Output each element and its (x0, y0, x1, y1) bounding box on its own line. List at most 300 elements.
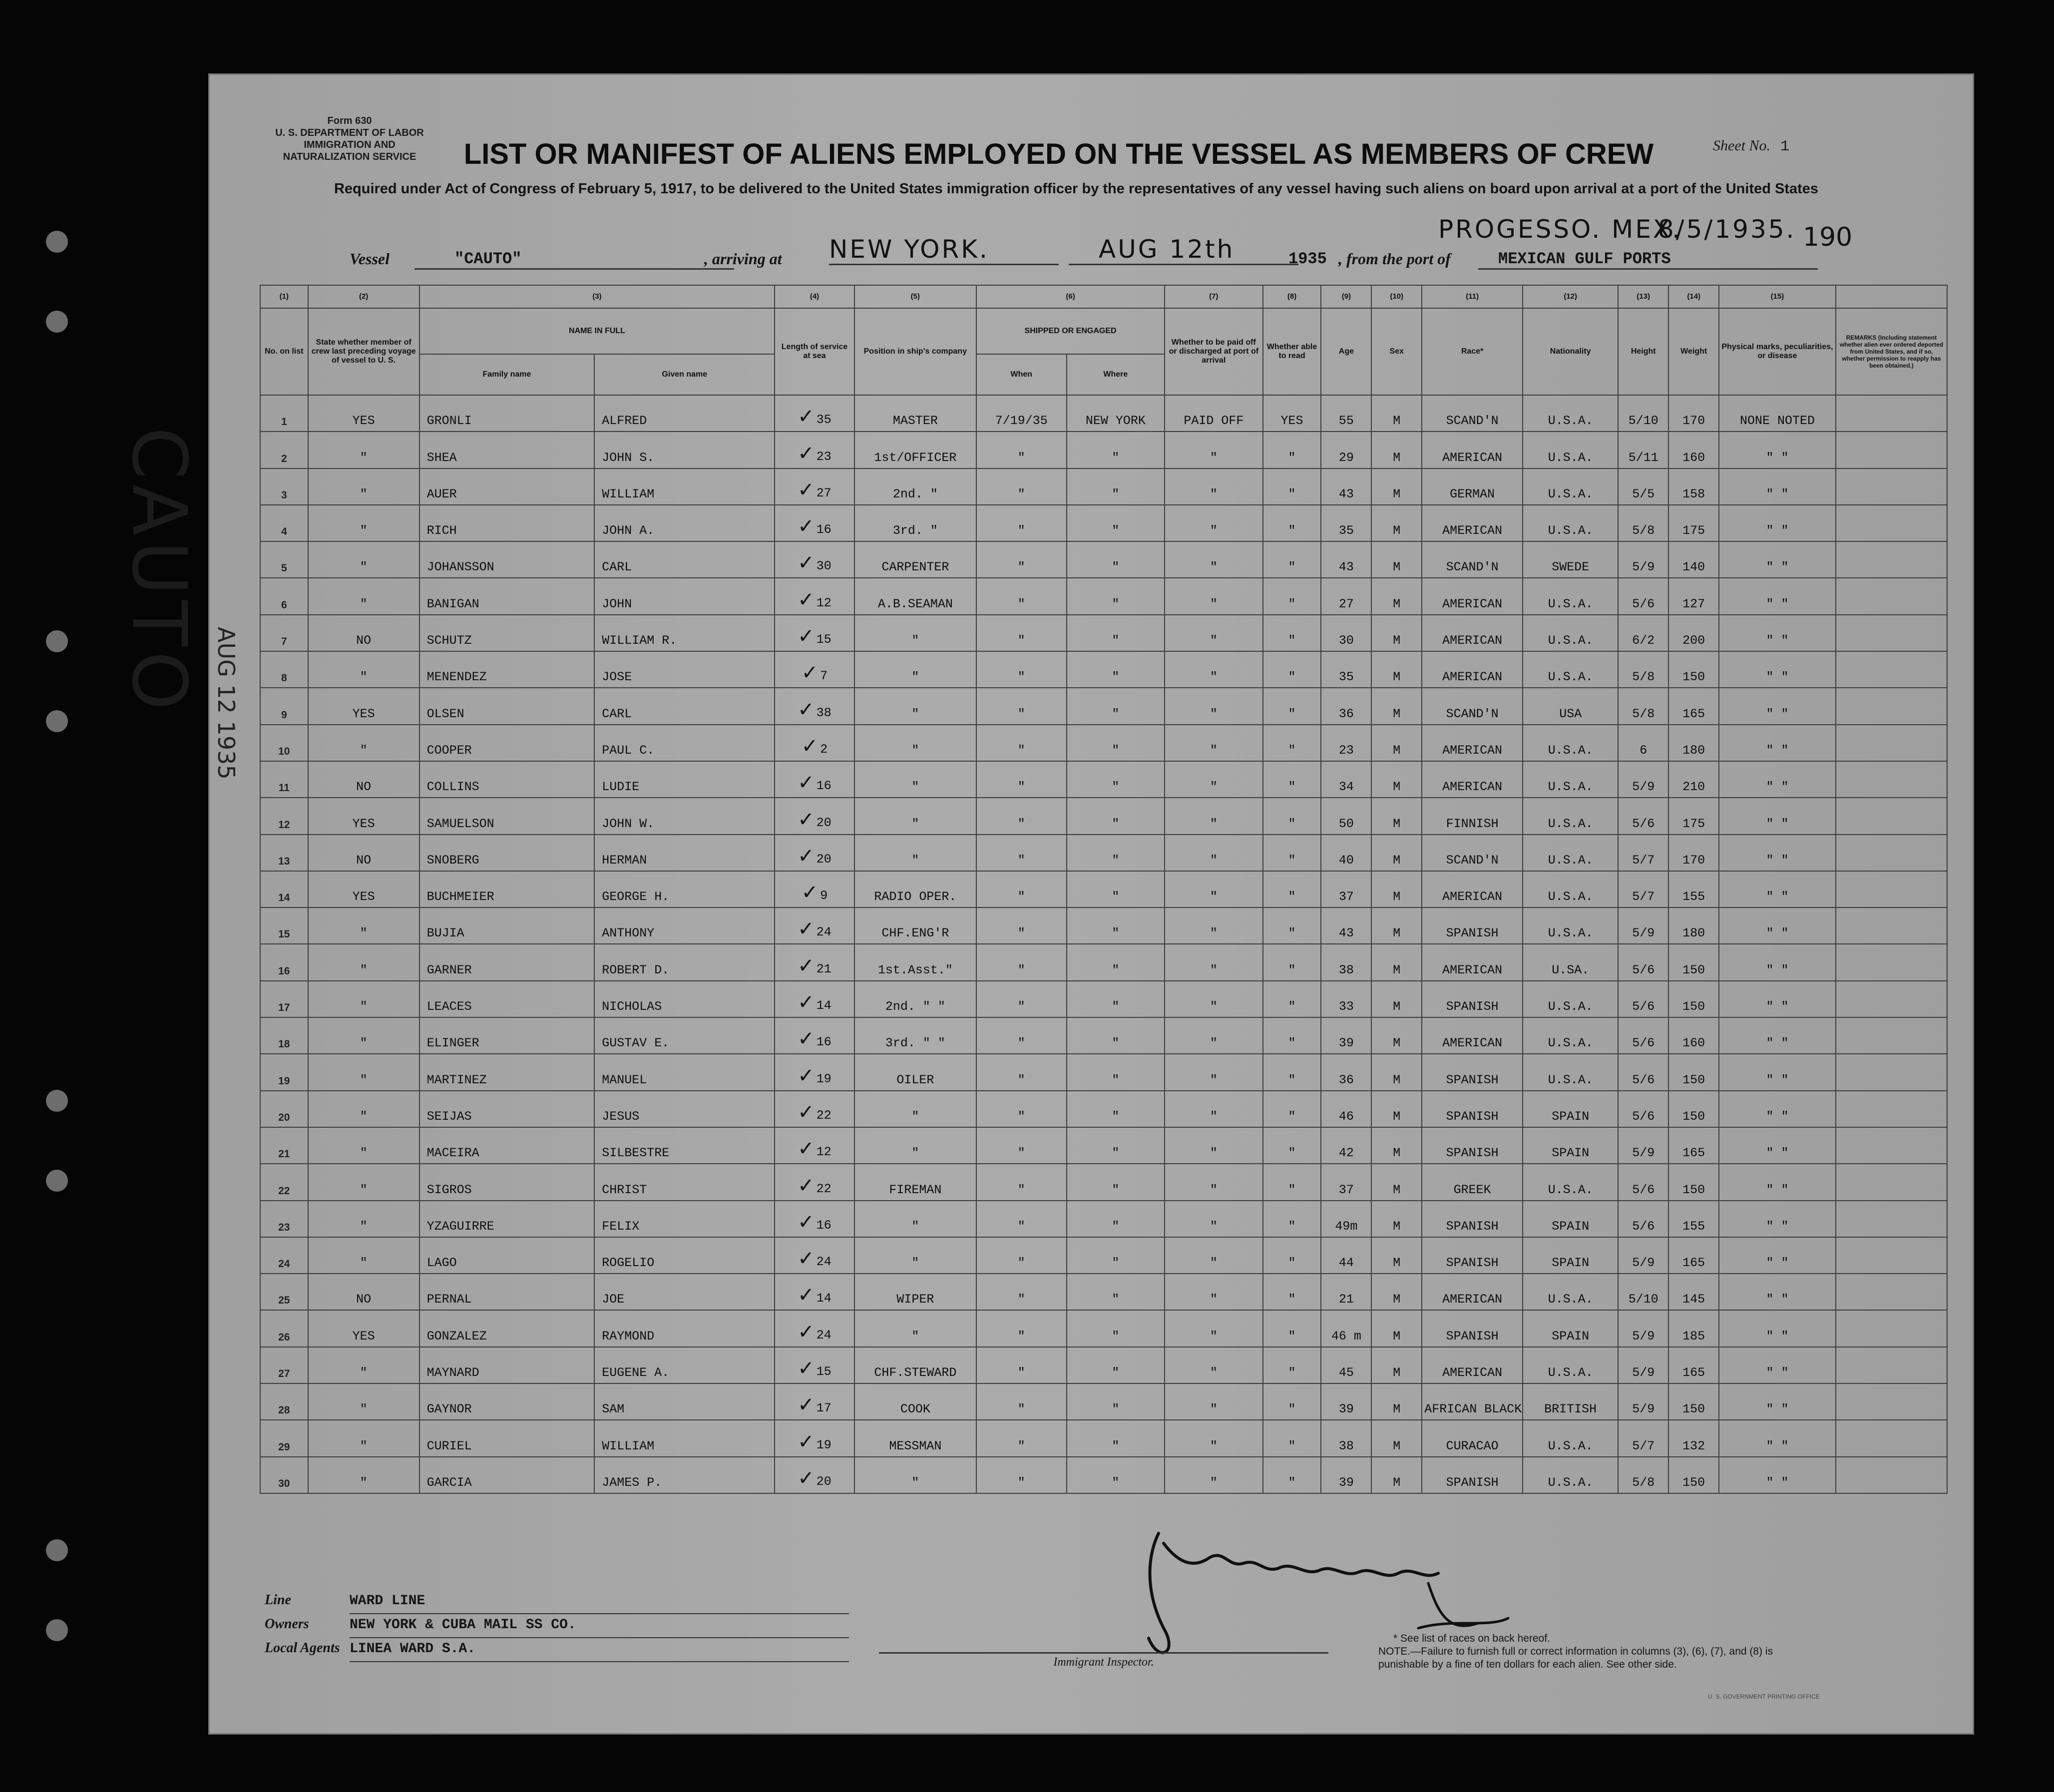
header-age: Age (1321, 308, 1371, 395)
sheet-number-label: Sheet No. (1713, 137, 1770, 154)
nationality-cell: SPAIN (1523, 1127, 1618, 1164)
header-position: Position in ship's company (854, 308, 976, 395)
checkmark-icon: ✓ (801, 661, 819, 685)
age-cell: 30 (1321, 615, 1371, 651)
row-number-cell: 25 (260, 1274, 308, 1310)
shipped-where-cell: " (1067, 1054, 1165, 1090)
nationality-cell: U.S.A. (1523, 468, 1618, 505)
sheet-count: 190 (1803, 222, 1853, 252)
row-number-cell: 23 (260, 1201, 308, 1237)
table-row (260, 468, 1947, 505)
table-row (260, 1310, 1947, 1346)
position-cell: 1st/OFFICER (854, 432, 976, 468)
checkmark-icon: ✓ (798, 991, 815, 1014)
shipped-where-cell: " (1067, 871, 1165, 907)
service-value: 2 (820, 742, 828, 757)
physical-marks-cell: " " (1719, 1274, 1836, 1310)
race-cell: AMERICAN (1422, 871, 1523, 907)
family-name-cell: LEACES (419, 981, 595, 1017)
height-cell: 5/6 (1618, 578, 1668, 614)
position-cell: MASTER (854, 395, 976, 432)
col-num (1836, 285, 1947, 308)
shipped-where-cell: " (1067, 1164, 1165, 1200)
checkmark-icon: ✓ (798, 771, 815, 795)
table-row (260, 761, 1947, 798)
shipped-when-cell: " (976, 1091, 1067, 1127)
shipped-when-cell: " (976, 1420, 1067, 1456)
shipped-when-cell: " (976, 1127, 1067, 1164)
owners-value: NEW YORK & CUBA MAIL SS CO. (350, 1613, 849, 1638)
shipped-when-cell: " (976, 907, 1067, 944)
shipped-where-cell: " (1067, 761, 1165, 798)
age-cell: 42 (1321, 1127, 1371, 1164)
checkmark-icon: ✓ (798, 588, 815, 611)
given-name-cell: JOE (594, 1274, 775, 1310)
table-row (260, 1237, 1947, 1274)
remarks-cell (1836, 761, 1947, 798)
service-value: 20 (816, 815, 831, 830)
nationality-cell: SWEDE (1523, 541, 1618, 578)
physical-marks-cell: " " (1719, 468, 1836, 505)
race-cell: SPANISH (1422, 981, 1523, 1017)
height-cell: 5/6 (1618, 1017, 1668, 1054)
age-cell: 21 (1321, 1274, 1371, 1310)
crew-last-voyage-cell: " (308, 468, 419, 505)
race-cell: AMERICAN (1422, 505, 1523, 541)
row-number-cell: 29 (260, 1420, 308, 1456)
shipped-when-cell: " (976, 432, 1067, 468)
nationality-cell: U.S.A. (1523, 578, 1618, 614)
sheet-number (1713, 137, 1789, 155)
crew-last-voyage-cell: NO (308, 615, 419, 651)
header-row (260, 308, 1947, 354)
table-row (260, 725, 1947, 761)
checkmark-icon: ✓ (798, 1393, 815, 1417)
shipped-where-cell: " (1067, 432, 1165, 468)
weight-cell: 132 (1668, 1420, 1719, 1456)
row-number-cell: 9 (260, 688, 308, 724)
row-number-cell: 7 (260, 615, 308, 651)
age-cell: 45 (1321, 1347, 1371, 1383)
header-when: When (976, 354, 1067, 395)
position-cell: 2nd. " " (854, 981, 976, 1017)
height-cell: 5/6 (1618, 798, 1668, 834)
checkmark-icon: ✓ (798, 1174, 815, 1197)
remarks-cell (1836, 907, 1947, 944)
nationality-cell: U.S.A. (1523, 651, 1618, 688)
service-value: 19 (816, 1437, 831, 1452)
checkmark-icon: ✓ (798, 625, 815, 648)
weight-cell: 127 (1668, 578, 1719, 614)
given-name-cell: CARL (594, 541, 775, 578)
length-of-service-cell (775, 1457, 854, 1493)
from-port: MEXICAN GULF PORTS (1478, 250, 1818, 270)
shipped-when-cell: " (976, 1237, 1067, 1274)
remarks-cell (1836, 871, 1947, 907)
footer-line-row (265, 1588, 1313, 1612)
service-value: 19 (816, 1071, 831, 1086)
header-remarks: REMARKS (Including statement whether alien ever ordered deported from United States, and if so, whether permission to reapply has been obtained.) (1836, 308, 1947, 395)
shipped-where-cell: " (1067, 1310, 1165, 1346)
vessel-stamp: CAUTO (115, 427, 202, 715)
crew-last-voyage-cell: " (308, 944, 419, 980)
nationality-cell: U.S.A. (1523, 1420, 1618, 1456)
position-cell: " (854, 798, 976, 834)
physical-marks-cell: NONE NOTED (1719, 395, 1836, 432)
header-paid-off: Whether to be paid off or discharged at port of arrival (1165, 308, 1263, 395)
shipped-when-cell: " (976, 505, 1067, 541)
nationality-cell: U.S.A. (1523, 432, 1618, 468)
position-cell: CHF.ENG'R (854, 907, 976, 944)
length-of-service-cell (775, 1054, 854, 1090)
shipped-when-cell: " (976, 468, 1067, 505)
col-num: (1) (260, 285, 308, 308)
header-where: Where (1067, 354, 1165, 395)
header-shipped: SHIPPED OR ENGAGED (976, 308, 1165, 354)
age-cell: 33 (1321, 981, 1371, 1017)
arrival-year: 1935 (1288, 250, 1327, 268)
table-row (260, 798, 1947, 834)
age-cell: 29 (1321, 432, 1371, 468)
age-cell: 46 m (1321, 1310, 1371, 1346)
row-number-cell: 18 (260, 1017, 308, 1054)
physical-marks-cell: " " (1719, 1420, 1836, 1456)
nationality-cell: U.S.A. (1523, 1457, 1618, 1493)
checkmark-icon: ✓ (798, 1247, 815, 1271)
physical-marks-cell: " " (1719, 798, 1836, 834)
position-cell: COOK (854, 1383, 976, 1420)
service-value: 23 (816, 449, 831, 464)
physical-marks-cell: " " (1719, 761, 1836, 798)
paid-off-cell: " (1165, 615, 1263, 651)
height-cell: 5/10 (1618, 1274, 1668, 1310)
service-value: 27 (816, 485, 831, 500)
crew-last-voyage-cell: NO (308, 761, 419, 798)
shipped-when-cell: 7/19/35 (976, 395, 1067, 432)
table-row (260, 1420, 1947, 1456)
punch-hole (46, 1090, 68, 1112)
service-value: 35 (816, 413, 831, 428)
service-value: 7 (820, 669, 828, 684)
row-number-cell: 24 (260, 1237, 308, 1274)
shipped-where-cell: " (1067, 468, 1165, 505)
age-cell: 34 (1321, 761, 1371, 798)
race-cell: AMERICAN (1422, 1017, 1523, 1054)
age-cell: 55 (1321, 395, 1371, 432)
crew-last-voyage-cell: " (308, 1091, 419, 1127)
row-number-cell: 14 (260, 871, 308, 907)
crew-last-voyage-cell: YES (308, 798, 419, 834)
remarks-cell (1836, 1091, 1947, 1127)
shipped-where-cell: " (1067, 1091, 1165, 1127)
crew-last-voyage-cell: " (308, 907, 419, 944)
height-cell: 6 (1618, 725, 1668, 761)
physical-marks-cell: " " (1719, 1457, 1836, 1493)
note-races: * See list of races on back hereof. (1393, 1633, 1551, 1644)
able-to-read-cell: " (1263, 468, 1321, 505)
service-value: 12 (816, 1145, 831, 1160)
remarks-cell (1836, 725, 1947, 761)
table-row (260, 651, 1947, 688)
given-name-cell: JOHN S. (594, 432, 775, 468)
service-value: 16 (816, 1218, 831, 1233)
race-cell: CURACAO (1422, 1420, 1523, 1456)
given-name-cell: JOSE (594, 651, 775, 688)
crew-last-voyage-cell: " (308, 981, 419, 1017)
shipped-when-cell: " (976, 1347, 1067, 1383)
crew-rows (260, 395, 1947, 1493)
shipped-when-cell: " (976, 1274, 1067, 1310)
height-cell: 5/9 (1618, 1383, 1668, 1420)
row-number-cell: 10 (260, 725, 308, 761)
sex-cell: M (1371, 1457, 1422, 1493)
header-name-in-full: NAME IN FULL (419, 308, 775, 354)
height-cell: 5/7 (1618, 835, 1668, 871)
col-num: (6) (976, 285, 1165, 308)
length-of-service-cell (775, 1091, 854, 1127)
header-sex: Sex (1371, 308, 1422, 395)
service-value: 22 (816, 1181, 831, 1196)
shipped-when-cell: " (976, 615, 1067, 651)
paid-off-cell: " (1165, 798, 1263, 834)
race-cell: AMERICAN (1422, 944, 1523, 980)
given-name-cell: SAM (594, 1383, 775, 1420)
family-name-cell: JOHANSSON (419, 541, 595, 578)
able-to-read-cell: " (1263, 1127, 1321, 1164)
able-to-read-cell: " (1263, 688, 1321, 724)
family-name-cell: SEIJAS (419, 1091, 595, 1127)
race-cell: SPANISH (1422, 1310, 1523, 1346)
family-name-cell: MAYNARD (419, 1347, 595, 1383)
sex-cell: M (1371, 981, 1422, 1017)
position-cell: A.B.SEAMAN (854, 578, 976, 614)
race-cell: SPANISH (1422, 907, 1523, 944)
position-cell: 3rd. " (854, 505, 976, 541)
given-name-cell: RAYMOND (594, 1310, 775, 1346)
row-number-cell: 22 (260, 1164, 308, 1200)
header-given-name: Given name (594, 354, 775, 395)
remarks-cell (1836, 1347, 1947, 1383)
length-of-service-cell (775, 907, 854, 944)
position-cell: " (854, 1310, 976, 1346)
checkmark-icon: ✓ (801, 881, 819, 904)
row-number-cell: 20 (260, 1091, 308, 1127)
race-cell: AMERICAN (1422, 725, 1523, 761)
row-number-cell: 28 (260, 1383, 308, 1420)
sex-cell: M (1371, 688, 1422, 724)
given-name-cell: FELIX (594, 1201, 775, 1237)
remarks-cell (1836, 835, 1947, 871)
family-name-cell: GARCIA (419, 1457, 595, 1493)
sex-cell: M (1371, 1127, 1422, 1164)
race-cell: SPANISH (1422, 1091, 1523, 1127)
physical-marks-cell: " " (1719, 981, 1836, 1017)
position-cell: WIPER (854, 1274, 976, 1310)
shipped-when-cell: " (976, 1310, 1067, 1346)
able-to-read-cell: " (1263, 1091, 1321, 1127)
crew-last-voyage-cell: YES (308, 871, 419, 907)
race-cell: AMERICAN (1422, 1274, 1523, 1310)
nationality-cell: SPAIN (1523, 1091, 1618, 1127)
service-value: 15 (816, 632, 831, 647)
nationality-cell: U.S.A. (1523, 1054, 1618, 1090)
nationality-cell: U.S.A. (1523, 981, 1618, 1017)
able-to-read-cell: YES (1263, 395, 1321, 432)
header-member-of-crew: State whether member of crew last preceding voyage of vessel to U. S. (308, 308, 419, 395)
crew-last-voyage-cell: NO (308, 1274, 419, 1310)
line-label: Line (265, 1592, 291, 1608)
checkmark-icon: ✓ (801, 734, 819, 758)
paid-off-cell: " (1165, 468, 1263, 505)
paid-off-cell: " (1165, 1383, 1263, 1420)
given-name-cell: JOHN (594, 578, 775, 614)
paid-off-cell: " (1165, 432, 1263, 468)
given-name-cell: ROGELIO (594, 1237, 775, 1274)
nationality-cell: U.S.A. (1523, 871, 1618, 907)
col-num: (7) (1165, 285, 1263, 308)
service-value: 20 (816, 852, 831, 867)
height-cell: 5/9 (1618, 1347, 1668, 1383)
shipped-where-cell: " (1067, 944, 1165, 980)
shipped-where-cell: " (1067, 688, 1165, 724)
nationality-cell: U.S.A. (1523, 505, 1618, 541)
arriving-port: NEW YORK. (829, 235, 1059, 265)
weight-cell: 150 (1668, 1164, 1719, 1200)
height-cell: 5/11 (1618, 432, 1668, 468)
age-cell: 38 (1321, 1420, 1371, 1456)
race-cell: SPANISH (1422, 1127, 1523, 1164)
paid-off-cell: " (1165, 1127, 1263, 1164)
shipped-where-cell: " (1067, 835, 1165, 871)
paid-off-cell: " (1165, 835, 1263, 871)
table-row (260, 505, 1947, 541)
service-value: 16 (816, 522, 831, 537)
shipped-where-cell: " (1067, 1420, 1165, 1456)
position-cell: OILER (854, 1054, 976, 1090)
row-number-cell: 13 (260, 835, 308, 871)
crew-last-voyage-cell: YES (308, 688, 419, 724)
weight-cell: 170 (1668, 395, 1719, 432)
remarks-cell (1836, 1201, 1947, 1237)
shipped-when-cell: " (976, 578, 1067, 614)
paid-off-cell: " (1165, 871, 1263, 907)
service-value: 14 (816, 998, 831, 1013)
crew-last-voyage-cell: " (308, 725, 419, 761)
able-to-read-cell: " (1263, 1274, 1321, 1310)
checkmark-icon: ✓ (798, 551, 815, 575)
family-name-cell: CURIEL (419, 1420, 595, 1456)
length-of-service-cell (775, 1347, 854, 1383)
family-name-cell: PERNAL (419, 1274, 595, 1310)
remarks-cell (1836, 981, 1947, 1017)
physical-marks-cell: " " (1719, 688, 1836, 724)
row-number-cell: 27 (260, 1347, 308, 1383)
paid-off-cell: " (1165, 907, 1263, 944)
length-of-service-cell (775, 1201, 854, 1237)
remarks-cell (1836, 1017, 1947, 1054)
service-value: 24 (816, 1328, 831, 1343)
weight-cell: 165 (1668, 688, 1719, 724)
weight-cell: 145 (1668, 1274, 1719, 1310)
weight-cell: 165 (1668, 1127, 1719, 1164)
height-cell: 5/9 (1618, 1310, 1668, 1346)
sex-cell: M (1371, 798, 1422, 834)
nationality-cell: U.S.A. (1523, 615, 1618, 651)
age-cell: 35 (1321, 505, 1371, 541)
sex-cell: M (1371, 1237, 1422, 1274)
paid-off-cell: " (1165, 1054, 1263, 1090)
remarks-cell (1836, 1310, 1947, 1346)
sex-cell: M (1371, 1347, 1422, 1383)
age-cell: 40 (1321, 835, 1371, 871)
position-cell: MESSMAN (854, 1420, 976, 1456)
sex-cell: M (1371, 541, 1422, 578)
race-cell: AMERICAN (1422, 432, 1523, 468)
service-value: 20 (816, 1474, 831, 1489)
race-cell: SPANISH (1422, 1201, 1523, 1237)
remarks-cell (1836, 432, 1947, 468)
row-number-cell: 8 (260, 651, 308, 688)
age-cell: 38 (1321, 944, 1371, 980)
age-cell: 46 (1321, 1091, 1371, 1127)
shipped-when-cell: " (976, 541, 1067, 578)
shipped-where-cell: " (1067, 505, 1165, 541)
height-cell: 5/8 (1618, 1457, 1668, 1493)
col-num: (13) (1618, 285, 1668, 308)
paid-off-cell: " (1165, 505, 1263, 541)
length-of-service-cell (775, 798, 854, 834)
given-name-cell: GUSTAV E. (594, 1017, 775, 1054)
print-note: U. S. GOVERNMENT PRINTING OFFICE (1708, 1693, 1820, 1700)
race-cell: SCAND'N (1422, 688, 1523, 724)
height-cell: 5/6 (1618, 1164, 1668, 1200)
row-number-cell: 30 (260, 1457, 308, 1493)
physical-marks-cell: " " (1719, 505, 1836, 541)
service-value: 24 (816, 925, 831, 940)
length-of-service-cell (775, 578, 854, 614)
weight-cell: 158 (1668, 468, 1719, 505)
table-row (260, 1017, 1947, 1054)
service-value: 16 (816, 779, 831, 794)
table-row (260, 615, 1947, 651)
shipped-where-cell: " (1067, 981, 1165, 1017)
shipped-where-cell: " (1067, 1274, 1165, 1310)
checkmark-icon: ✓ (798, 1357, 815, 1380)
given-name-cell: ROBERT D. (594, 944, 775, 980)
crew-last-voyage-cell: " (308, 1237, 419, 1274)
row-number-cell: 1 (260, 395, 308, 432)
race-cell: AMERICAN (1422, 1347, 1523, 1383)
table-row (260, 1091, 1947, 1127)
physical-marks-cell: " " (1719, 1164, 1836, 1200)
able-to-read-cell: " (1263, 1237, 1321, 1274)
table-row (260, 1127, 1947, 1164)
height-cell: 5/6 (1618, 981, 1668, 1017)
physical-marks-cell: " " (1719, 871, 1836, 907)
punch-hole (46, 311, 68, 333)
physical-marks-cell: " " (1719, 1017, 1836, 1054)
sex-cell: M (1371, 505, 1422, 541)
service-value: 9 (820, 889, 828, 903)
sex-cell: M (1371, 1310, 1422, 1346)
age-cell: 27 (1321, 578, 1371, 614)
sex-cell: M (1371, 615, 1422, 651)
nationality-cell: SPAIN (1523, 1237, 1618, 1274)
shipped-where-cell: " (1067, 907, 1165, 944)
physical-marks-cell: " " (1719, 1054, 1836, 1090)
nationality-cell: U.S.A. (1523, 1164, 1618, 1200)
length-of-service-cell (775, 468, 854, 505)
